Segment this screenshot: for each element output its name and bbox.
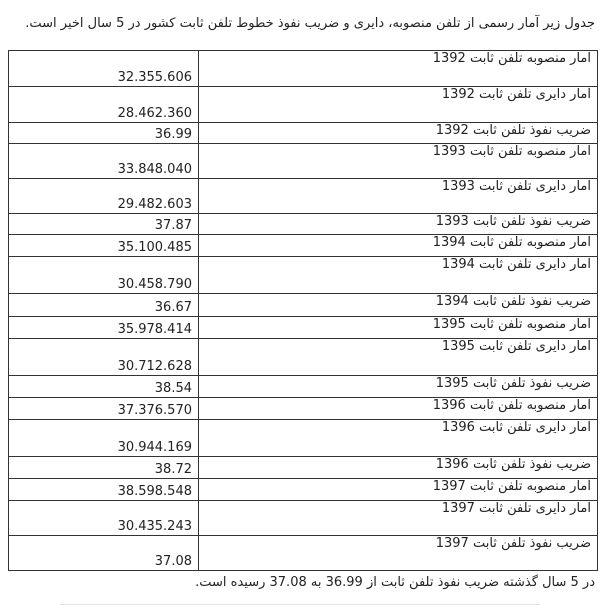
stat-value: 30.944.169 bbox=[9, 420, 199, 457]
stat-value: 37.08 bbox=[9, 536, 199, 571]
stat-label: آمار منصوبه تلفن ثابت 1394 bbox=[199, 235, 598, 257]
stat-label: آمار دایری تلفن ثابت 1392 bbox=[199, 87, 598, 123]
table-row bbox=[9, 87, 598, 123]
stat-value: 38.54 bbox=[9, 376, 199, 398]
stat-label: آمار منصوبه تلفن ثابت 1396 bbox=[199, 398, 598, 420]
table-row bbox=[9, 317, 598, 339]
stat-value: 33.848.040 bbox=[9, 144, 199, 179]
stat-label: آمار منصوبه تلفن ثابت 1392 bbox=[199, 51, 598, 87]
stat-label: آمار منصوبه تلفن ثابت 1395 bbox=[199, 317, 598, 339]
stat-value: 36.99 bbox=[9, 123, 199, 144]
stat-label: ضریب نفوذ تلفن ثابت 1393 bbox=[199, 214, 598, 235]
table-row bbox=[9, 398, 598, 420]
stat-label: آمار دایری تلفن ثابت 1393 bbox=[199, 179, 598, 214]
table-row bbox=[9, 179, 598, 214]
stat-value: 37.376.570 bbox=[9, 398, 199, 420]
stat-value: 37.87 bbox=[9, 214, 199, 235]
table-row bbox=[9, 339, 598, 376]
stat-label: ضریب نفوذ تلفن ثابت 1395 bbox=[199, 376, 598, 398]
stat-value: 38.598.548 bbox=[9, 479, 199, 501]
table-row bbox=[9, 235, 598, 257]
stat-label: ضریب نفوذ تلفن ثابت 1397 bbox=[199, 536, 598, 571]
table-row bbox=[9, 257, 598, 294]
stat-value: 32.355.606 bbox=[9, 51, 199, 87]
table-row bbox=[9, 144, 598, 179]
stat-value: 30.458.790 bbox=[9, 257, 199, 294]
stat-label: آمار منصوبه تلفن ثابت 1393 bbox=[199, 144, 598, 179]
table-row bbox=[9, 536, 598, 571]
stat-label: آمار دایری تلفن ثابت 1395 bbox=[199, 339, 598, 376]
stat-value: 35.100.485 bbox=[9, 235, 199, 257]
stat-label: ضریب نفوذ تلفن ثابت 1392 bbox=[199, 123, 598, 144]
table-row bbox=[9, 123, 598, 144]
stat-value: 30.712.628 bbox=[9, 339, 199, 376]
stat-value: 29.482.603 bbox=[9, 179, 199, 214]
stat-label: آمار دایری تلفن ثابت 1397 bbox=[199, 501, 598, 536]
stat-value: 36.67 bbox=[9, 294, 199, 317]
stat-value: 30.435.243 bbox=[9, 501, 199, 536]
stat-label: آمار منصوبه تلفن ثابت 1397 bbox=[199, 479, 598, 501]
intro-paragraph: جدول زیر آمار رسمی از تلفن منصوبه، دایری و ضریب نفوذ خطوط تلفن ثابت کشور در 5 سال اخیر است. bbox=[25, 16, 595, 31]
stat-label: آمار دایری تلفن ثابت 1396 bbox=[199, 420, 598, 457]
telephone-stats-table bbox=[8, 50, 598, 571]
conclusion-paragraph: در 5 سال گذشته ضریب نفوذ تلفن ثابت از 36.99 به 37.08 رسیده است. bbox=[195, 575, 595, 590]
stat-label: آمار دایری تلفن ثابت 1394 bbox=[199, 257, 598, 294]
divider bbox=[60, 604, 540, 605]
stat-value: 35.978.414 bbox=[9, 317, 199, 339]
table-row bbox=[9, 420, 598, 457]
stat-value: 28.462.360 bbox=[9, 87, 199, 123]
table-row bbox=[9, 457, 598, 479]
table-row bbox=[9, 501, 598, 536]
table-row bbox=[9, 51, 598, 87]
stat-label: ضریب نفوذ تلفن ثابت 1394 bbox=[199, 294, 598, 317]
stat-value: 38.72 bbox=[9, 457, 199, 479]
table-row bbox=[9, 479, 598, 501]
table-row bbox=[9, 214, 598, 235]
table-row bbox=[9, 376, 598, 398]
table-row bbox=[9, 294, 598, 317]
stat-label: ضریب نفوذ تلفن ثابت 1396 bbox=[199, 457, 598, 479]
